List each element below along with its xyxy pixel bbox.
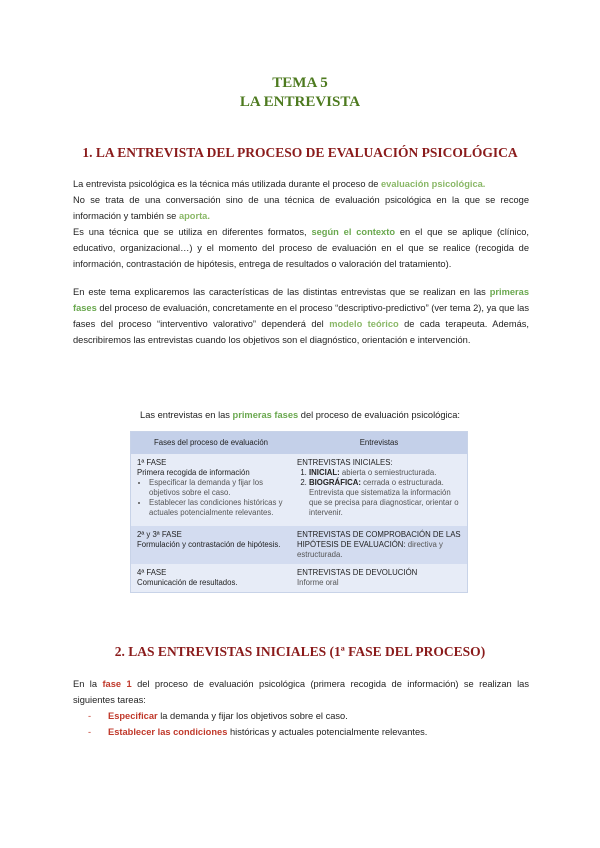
interview-cell: ENTREVISTAS DE COMPROBACIÓN DE LAS HIPÓTESIS DE EVALUACIÓN: directiva y estructurada. (291, 526, 467, 564)
section-2-intro: En la fase 1 del proceso de evaluación psicológica (primera recogida de información) se realizan las siguientes tareas: (73, 679, 529, 705)
section-1-body (73, 176, 529, 272)
table-caption: Las entrevistas en las primeras fases del proceso de evaluación psicológica: (140, 410, 460, 420)
table-row (131, 454, 467, 526)
phase-cell: 1ª FASE Primera recogida de información • Especificar la demanda y fijar los objetivos sobre el caso. • Establecer las condiciones históricas y actuales potencialmente relevantes. (131, 454, 291, 526)
section-2-heading: 2. LAS ENTREVISTAS INICIALES (1ª FASE DEL PROCESO) (114, 644, 486, 659)
paragraph-not-conversation: No se trata de una conversación sino de una técnica de evaluación psicológica en la que se recoge información y también se aporta. (73, 195, 529, 221)
phase-cell: 4ª FASE Comunicación de resultados. (131, 564, 291, 592)
table-header-row (131, 432, 467, 454)
phase-cell: 2ª y 3ª FASE Formulación y contrastación de hipótesis. (131, 526, 291, 564)
evaluation-phases-table (131, 432, 467, 592)
paragraph-scope: En este tema explicaremos las características de las distintas entrevistas que se realizan en las primeras fases del proceso de evaluación, concretamente en el proceso “descriptivo-predictivo” (ver tema 2), ya que las fases del proceso “interventivo valorativo” dependerá del modelo teórico de cada terapeuta. Además, describiremos las entrevistas cuando los objetivos son el diagnóstico, orientación e intervención. (73, 287, 529, 345)
document-title: TEMA 5 (272, 75, 328, 91)
table-row (131, 564, 467, 592)
interview-cell: ENTREVISTAS DE DEVOLUCIÓN Informe oral (291, 564, 467, 592)
table-header-interviews: Entrevistas (291, 432, 467, 454)
task-list (88, 708, 528, 740)
table-header-phases: Fases del proceso de evaluación (131, 432, 291, 454)
table-row (131, 526, 467, 564)
list-item: - Especificar la demanda y fijar los objetivos sobre el caso. (88, 711, 348, 721)
interview-cell: ENTREVISTAS INICIALES: 1. INICIAL: abierta o semiestructurada. 2. BIOGRÁFICA: cerrada o estructurada. Entrevista que sistematiza la información que se precisa para diagnosticar, orientar o intervenir. (291, 454, 467, 526)
document-subtitle: LA ENTREVISTA (239, 94, 361, 110)
paragraph-formats: Es una técnica que se utiliza en diferentes formatos, según el contexto en el que se aplique (clínico, educativo, organizacional…) y el momento del proceso de evaluación en el que se realice (recogida de información, contrastación de hipótesis, entrega de resultados o valoración del tratamiento). (73, 227, 529, 269)
section-1-heading: 1. LA ENTREVISTA DEL PROCESO DE EVALUACIÓN PSICOLÓGICA (82, 145, 518, 160)
paragraph-definition: La entrevista psicológica es la técnica más utilizada durante el proceso de evaluación psicológica. (73, 179, 486, 189)
list-item: - Establecer las condiciones históricas y actuales potencialmente relevantes. (88, 727, 428, 737)
